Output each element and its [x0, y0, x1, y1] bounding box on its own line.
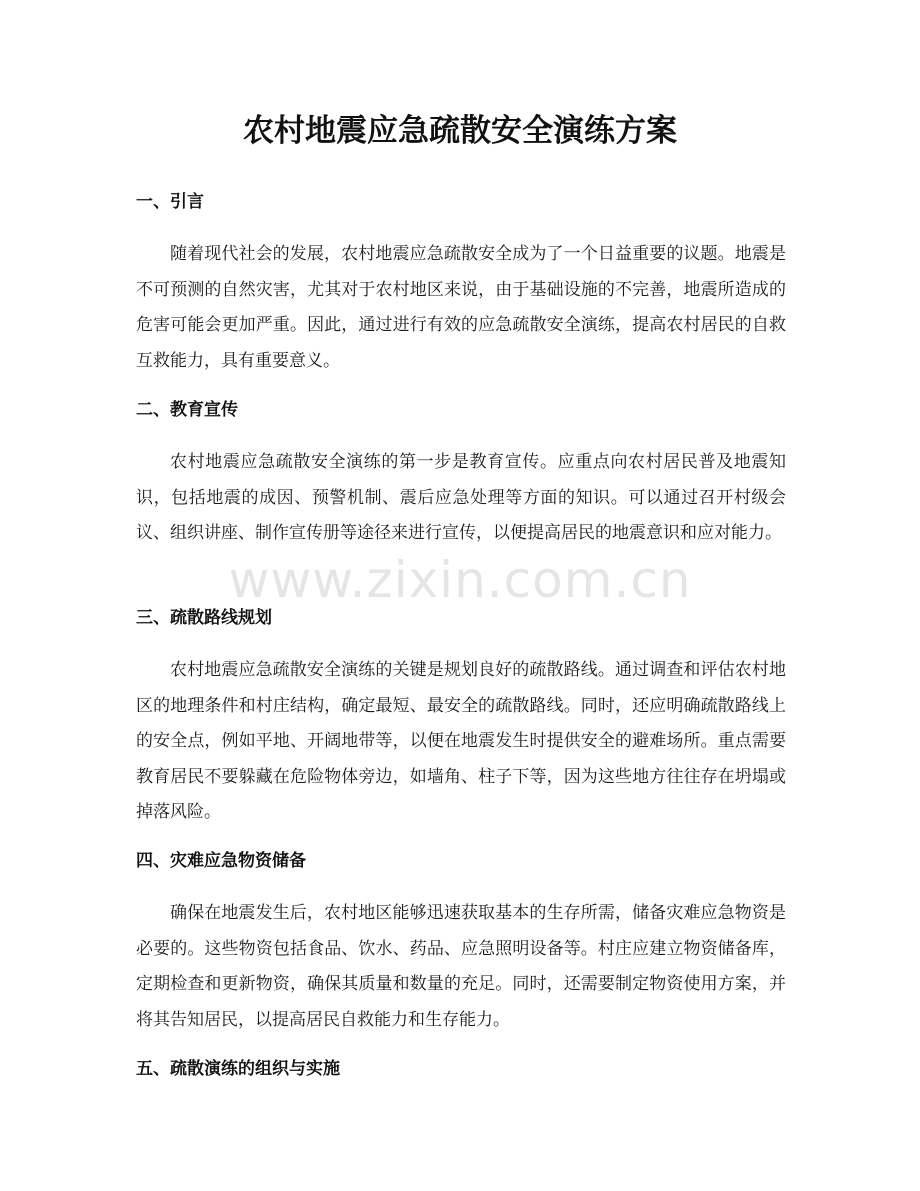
section-heading-drill-organization: 五、疏散演练的组织与实施 — [136, 1059, 340, 1079]
section-paragraph-evacuation-routes: 农村地震应急疏散安全演练的关键是规划良好的疏散路线。通过调查和评估农村地区的地理条件和村庄结构，确定最短、最安全的疏散路线。同时，还应明确疏散路线上的安全点，例如平地、开阔地带等，以便在地震发生时提供安全的避难场所。重点需要教育居民不要躲藏在危险物体旁边，如墙角、柱子下等，因为这些地方往往存在坍塌或掉落风险。 — [136, 660, 786, 822]
section-paragraph-education: 农村地震应急疏散安全演练的第一步是教育宣传。应重点向农村居民普及地震知识，包括地震的成因、预警机制、震后应急处理等方面的知识。可以通过召开村级会议、组织讲座、制作宣传册等途径来进行宣传，以便提高居民的地震意识和应对能力。 — [136, 452, 786, 543]
section-paragraph-introduction: 随着现代社会的发展，农村地震应急疏散安全成为了一个日益重要的议题。地震是不可预测的自然灾害，尤其对于农村地区来说，由于基础设施的不完善，地震所造成的危害可能会更加严重。因此，通过进行有效的应急疏散安全演练，提高农村居民的自救互救能力，具有重要意义。 — [136, 244, 786, 371]
section-paragraph-emergency-supplies: 确保在地震发生后，农村地区能够迅速获取基本的生存所需，储备灾难应急物资是必要的。这些物资包括食品、饮水、药品、应急照明设备等。村庄应建立物资储备库，定期检查和更新物资，确保其质量和数量的充足。同时，还需要制定物资使用方案，并将其告知居民，以提高居民自救能力和生存能力。 — [136, 903, 786, 1030]
section-heading-education: 二、教育宣传 — [136, 400, 238, 420]
section-heading-evacuation-routes: 三、疏散路线规划 — [136, 608, 272, 628]
section-heading-emergency-supplies: 四、灾难应急物资储备 — [136, 851, 306, 871]
page-title: 农村地震应急疏散安全演练方案 — [243, 113, 677, 149]
section-heading-introduction: 一、引言 — [136, 192, 204, 212]
watermark: www.zixin.com.cn — [228, 551, 692, 609]
